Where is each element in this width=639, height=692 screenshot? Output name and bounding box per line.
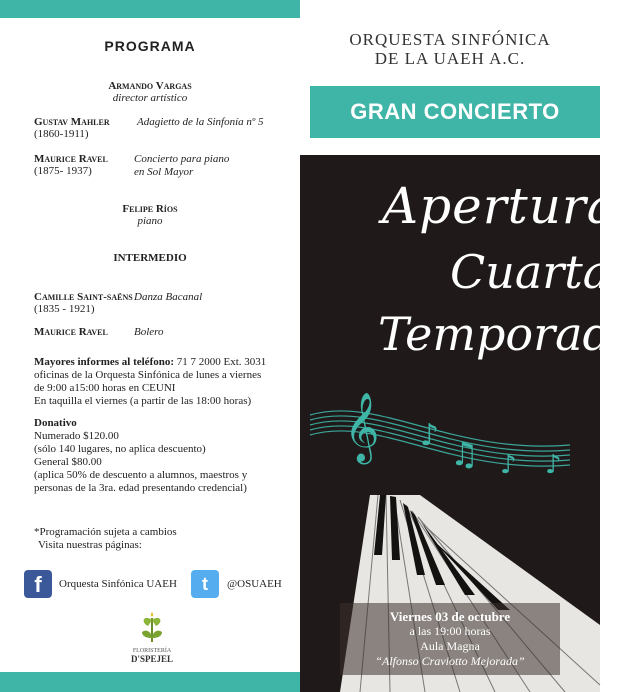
composer-name: Camille Saint-saëns — [34, 291, 133, 303]
top-accent-bar — [0, 0, 300, 18]
sponsor-name: D'SPEJEL — [130, 654, 173, 664]
donation-line: personas de la 3ra. edad presentando credencial) — [34, 482, 247, 494]
sponsor-logo — [130, 608, 174, 664]
piece-ravel-concierto — [34, 153, 108, 178]
donation-heading: Donativo — [34, 417, 77, 429]
donation-line: (sólo 140 lugares, no aplica descuento) — [34, 443, 206, 455]
notice — [34, 526, 177, 552]
flower-icon — [130, 608, 174, 644]
cover-panel — [300, 0, 639, 692]
contact-line: de 9:00 a15:00 horas en CEUNI — [34, 382, 176, 394]
title-line-2: Cuarta — [450, 245, 611, 299]
work-title: Danza Bacanal — [134, 291, 203, 303]
music-note-icon: ♪ — [420, 418, 440, 453]
donation-line: Numerado $120.00 — [34, 430, 119, 442]
event-hall: “Alfonso Craviotto Mejorada” — [375, 654, 525, 668]
contact-heading: Mayores informes al teléfono: — [34, 356, 175, 368]
contact-line: oficinas de la Orquesta Sinfónica de lunes a viernes — [34, 369, 262, 381]
director-name: Armando Vargas — [108, 80, 192, 92]
composer-years: (1835 - 1921) — [34, 303, 95, 315]
piece-saint-saens — [34, 291, 133, 316]
composer-name: Maurice Ravel — [34, 326, 108, 338]
soloist-name: Felipe Ríos — [122, 203, 178, 215]
treble-clef-icon: 𝄞 — [344, 392, 380, 462]
notice-line: Visita nuestras páginas: — [38, 539, 142, 551]
org-line: ORQUESTA SINFÓNICA — [349, 30, 551, 49]
title-line-1: Apertura — [382, 177, 618, 235]
donation-line: General $80.00 — [34, 456, 102, 468]
twitter-icon[interactable]: t — [191, 570, 219, 598]
work-title: Bolero — [134, 326, 164, 338]
composer-years: (1875- 1937) — [34, 165, 92, 177]
intermission-label: INTERMEDIO — [113, 252, 187, 264]
work-line: Concierto para piano — [134, 153, 230, 165]
music-note-icon: ♪ — [545, 450, 562, 480]
sponsor-line: FLORISTERÍA — [132, 648, 172, 654]
concert-banner: GRAN CONCIERTO — [310, 86, 600, 138]
contact-info — [34, 356, 296, 408]
composer-name: Maurice Ravel — [34, 153, 108, 165]
director-block — [0, 80, 300, 104]
facebook-link[interactable]: Orquesta Sinfónica UAEH — [59, 578, 177, 590]
twitter-link[interactable]: @OSUAEH — [227, 578, 282, 590]
title-line-3: Temporada — [378, 307, 639, 361]
event-time: a las 19:00 horas — [409, 624, 491, 638]
bottom-accent-bar — [0, 672, 300, 692]
contact-phone: 71 7 2000 Ext. 3031 — [174, 356, 267, 368]
contact-line: En taquilla el viernes (a partir de las 18:00 horas) — [34, 395, 252, 407]
program-title: PROGRAMA — [104, 38, 196, 54]
event-date: Viernes 03 de octubre — [389, 609, 511, 624]
donation-info — [34, 417, 296, 495]
org-line: DE LA UAEH A.C. — [374, 49, 526, 68]
soloist-role: piano — [137, 215, 163, 227]
composer-years: (1860-1911) — [34, 128, 89, 140]
program-panel — [0, 18, 300, 672]
work-title: Adagietto de la Sinfonía nº 5 — [137, 116, 264, 128]
facebook-icon[interactable]: f — [24, 570, 52, 598]
music-note-icon: ♫ — [450, 435, 479, 473]
event-details — [340, 603, 560, 675]
notice-line: *Programación sujeta a cambios — [34, 526, 177, 538]
work-line: en Sol Mayor — [134, 166, 194, 178]
work-title — [134, 153, 229, 179]
director-role: director artístico — [112, 92, 188, 104]
music-note-icon: ♪ — [500, 450, 517, 480]
soloist-block — [0, 203, 300, 227]
composer-name: Gustav Mahler — [34, 116, 110, 128]
piece-mahler — [34, 116, 110, 141]
donation-line: (aplica 50% de descuento a alumnos, maestros y — [34, 469, 248, 481]
organization-name — [300, 30, 600, 68]
event-venue: Aula Magna — [420, 639, 480, 653]
